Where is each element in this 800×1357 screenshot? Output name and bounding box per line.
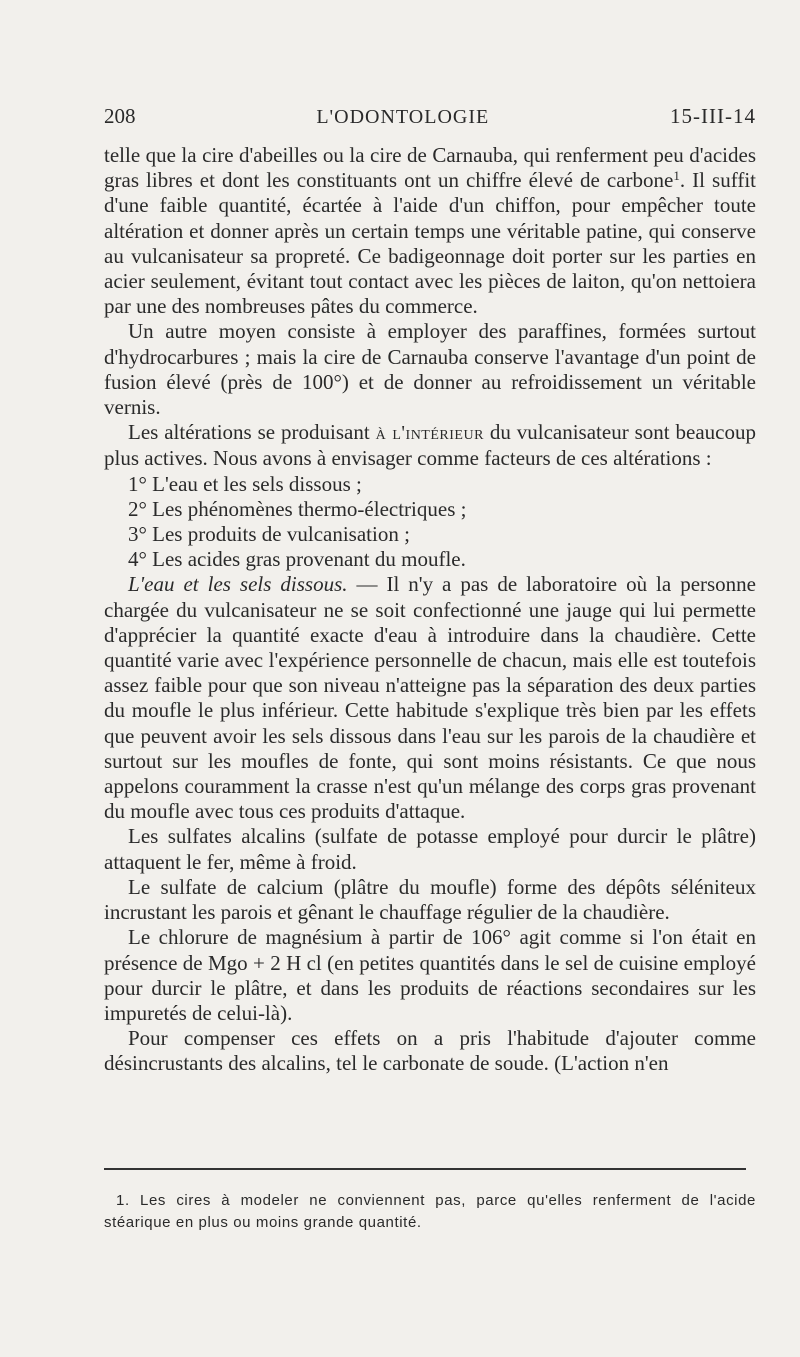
list-item: 1° L'eau et les sels dissous ; [128, 471, 362, 496]
issue-date: 15-III-14 [670, 104, 756, 128]
page-number: 208 [104, 104, 136, 128]
paragraph-7: Le chlorure de magnésium à partir de 106° agit comme si l'on était en présence de Mgo + 2 H cl (en petites quantités dans le sel de cuisine employé pour durcir le plâtre, et dans les produits de réactions secondaires sur les impuretés de celui-là). [104, 925, 756, 1025]
paragraph-8: Pour compenser ces effets on a pris l'habitude d'ajouter comme désincrustants des alcalins, tel le carbonate de soude. (L'action n'en [104, 1026, 756, 1076]
list-item: 4° Les acides gras provenant du moufle. [128, 547, 466, 572]
section-heading-italic: L'eau et les sels dissous. [128, 572, 348, 597]
paragraph-4-text: — Il n'y a pas de laboratoire où la personne chargée du vulcanisateur ne se soit confectionné une jauge qui lui permette d'apprécier la quantité exacte d'eau à introduire dans la chaudière. Cette quantité varie avec l'expérience personnelle de chacun, mais elle est toutefois assez faible pour que son niveau n'atteigne pas la séparation des deux parties du moufle le plus inférieur. Cette habitude s'explique très bien par les effets que peuvent avoir les sels dissous dans l'eau sur les parois de la chaudière et surtout sur les moufles de fonte, qui sont moins résistants. Ce que nous appelons couramment la crasse n'est qu'un mélange des corps gras provenant du moufle avec tous ces produits d'attaque. [104, 572, 756, 824]
list-item: 3° Les produits de vulcanisation ; [128, 522, 410, 547]
running-title: L'ODONTOLOGIE [316, 106, 490, 128]
paragraph-3 [104, 420, 756, 471]
paragraph-3-text-a: Les altérations se produisant [128, 420, 376, 445]
paragraph-1 [104, 143, 756, 319]
paragraph-4 [104, 572, 756, 824]
footnote-text: 1. Les cires à modeler ne conviennent pas, parce qu'elles renferment de l'acide stéarique en plus ou moins grande quantité. [104, 1192, 756, 1231]
paragraph-1-text-b: . Il suffit d'une faible quantité, écartée à l'aide d'un chiffon, pour empêcher toute altération et donner après un certain temps une véritable patine, qui conserve au vulcanisateur sa propreté. Ce badigeonnage doit porter sur les parties en acier seulement, évitant tout contact avec les pièces de laiton, qu'on nettoiera par une des nombreuses pâtes du commerce. [104, 168, 756, 319]
footnote [104, 1190, 756, 1234]
paragraph-1-text-a: telle que la cire d'abeilles ou la cire de Carnauba, qui renferment peu d'acides gras libres et dont les constituants ont un chiffre élevé de carbone [104, 143, 756, 193]
footnote-divider [104, 1168, 746, 1170]
body-text [104, 143, 756, 1077]
footnote-reference: 1 [673, 168, 680, 184]
running-header [104, 104, 756, 134]
paragraph-3-text-b: du vulcanisateur sont beaucoup plus actives. Nous avons à envisager comme facteurs de ces altérations : [104, 420, 757, 471]
paragraph-2: Un autre moyen consiste à employer des paraffines, formées surtout d'hydrocarbures ; mais la cire de Carnauba conserve l'avantage d'un point de fusion élevé (près de 100°) et de donner au refroidissement un véritable vernis. [104, 319, 756, 420]
paragraph-3-small-caps: à l'intérieur [375, 422, 484, 445]
paragraph-5: Les sulfates alcalins (sulfate de potasse employé pour durcir le plâtre) attaquent le fer, même à froid. [104, 824, 756, 874]
paragraph-6: Le sulfate de calcium (plâtre du moufle) forme des dépôts séléniteux incrustant les parois et gênant le chauffage régulier de la chaudière. [104, 874, 756, 925]
list-item: 2° Les phénomènes thermo-électriques ; [128, 496, 467, 521]
